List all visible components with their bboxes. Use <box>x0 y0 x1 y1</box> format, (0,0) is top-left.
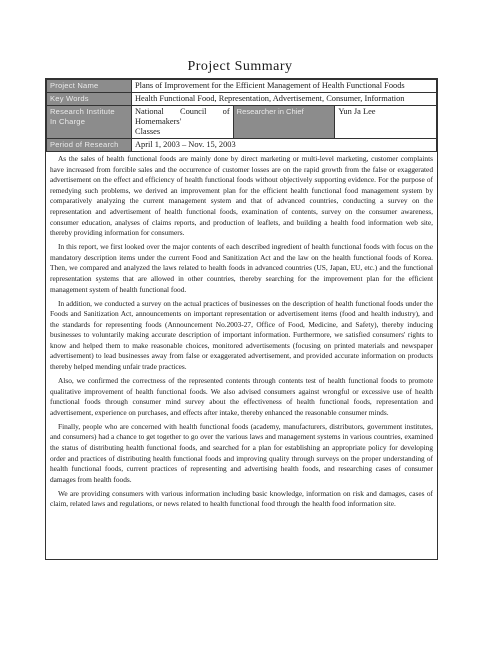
key-words-label: Key Words <box>47 93 132 106</box>
period-label: Period of Research <box>47 139 132 152</box>
institute-label-line2: In Charge <box>50 117 86 126</box>
institute-value-line2: Classes <box>135 127 161 136</box>
institute-row <box>47 106 437 139</box>
institute-value-line1: National Council of Homemakers' <box>135 107 230 126</box>
institute-label-line1: Research Institute <box>50 107 115 116</box>
key-words-value: Health Functional Food, Representation, Advertisement, Consumer, Information <box>132 93 437 106</box>
institute-value <box>132 106 234 139</box>
researcher-value: Yun Ja Lee <box>335 106 437 139</box>
page-title: Project Summary <box>187 59 293 74</box>
project-info-table <box>46 79 437 152</box>
period-row <box>47 139 437 152</box>
period-value: April 1, 2003 – Nov. 15, 2003 <box>132 139 437 152</box>
summary-body <box>46 152 437 510</box>
paragraph: In addition, we conducted a survey on the actual practices of businesses on the description of health functional foods under the Foods and Sanitization Act, announcements on important representation or advertisement items (food and health industry), and the standards for representing foods (Announcement No.2003-27, Office of Food, Medicine, and Safety), thereby inducing businesses to voluntarily making accurate description of important information. Furthermore, we satisfied consumers' rights to know and helped them to make reasonable choices, monitored advertisements (focusing on printed materials and newspaper advertisement) to lead businesses away from false or exaggerated advertisement, and provided accurate information on products thereby helped mending unfair trade practices. <box>50 298 433 372</box>
project-name-value: Plans of Improvement for the Efficient Management of Health Functional Foods <box>132 80 437 93</box>
paragraph: We are providing consumers with various information including basic knowledge, information on risk and damages, cases of claim, related laws and regulations, or news related to health functional food through the health food information site. <box>50 488 433 509</box>
paragraph: Finally, people who are concerned with health functional foods (academy, manufacturers, distributors, government institutes, and consumers) had a chance to get together to go over the various laws and management systems in various countries, examined the status of distributing health functional foods, and searched for a plan for establishing an appropriate policy for developing order and practices of distributing health functional foods and improving quality through surveys on the proper understanding of health functional foods, current practices of representing and advertising health foods, and researching cases of consumer damages from health foods. <box>50 421 433 484</box>
paragraph: In this report, we first looked over the major contents of each described ingredient of health functional foods with focus on the mandatory description items under the current Food and Sanitization Act and the law on the health functional foods of Korea. Then, we compared and analyzed the laws related to health foods in advanced countries (US, Japan, EU, etc.) and the functional representation systems that are allowed in other countries, thereby searching for the improvement plan for the efficient management system of health functional food. <box>50 242 433 294</box>
paragraph: Also, we confirmed the correctness of the represented contents through contents test of health functional foods to promote qualitative improvement of health functional foods. We also advised consumers against wrongful or excessive use of health functional foods through consumer mind survey about the effectiveness of health functional foods, representation and advertisement, experience on purchases, and effects after intake, thereby enhanced the reasonable consumer minds. <box>50 376 433 417</box>
project-name-label: Project Name <box>47 80 132 93</box>
paragraph: As the sales of health functional foods are mainly done by direct marketing or multi-level marketing, customer complaints have increased from forcible sales and the occurrence of customer losses are on the rapid growth from the false or exaggerated advertisement on the effect and efficiency of health functional foods without objectively supporting evidence. For the purpose of remedying such problems, we derived an improvement plan for the efficient health functional food management system by comparatively analyzing the current management system and that of advanced countries, conducting a survey on the representation and advertisement of health functional foods, examination of contents, survey on the consumer awareness, consumer education, analyses of claims reports, and production of leaflets, and building a health food information web site, thereby providing information for consumers. <box>50 154 433 238</box>
summary-box <box>45 78 438 560</box>
project-name-row <box>47 80 437 93</box>
key-words-row <box>47 93 437 106</box>
researcher-label: Researcher in Chief <box>233 106 335 139</box>
institute-label <box>47 106 132 139</box>
